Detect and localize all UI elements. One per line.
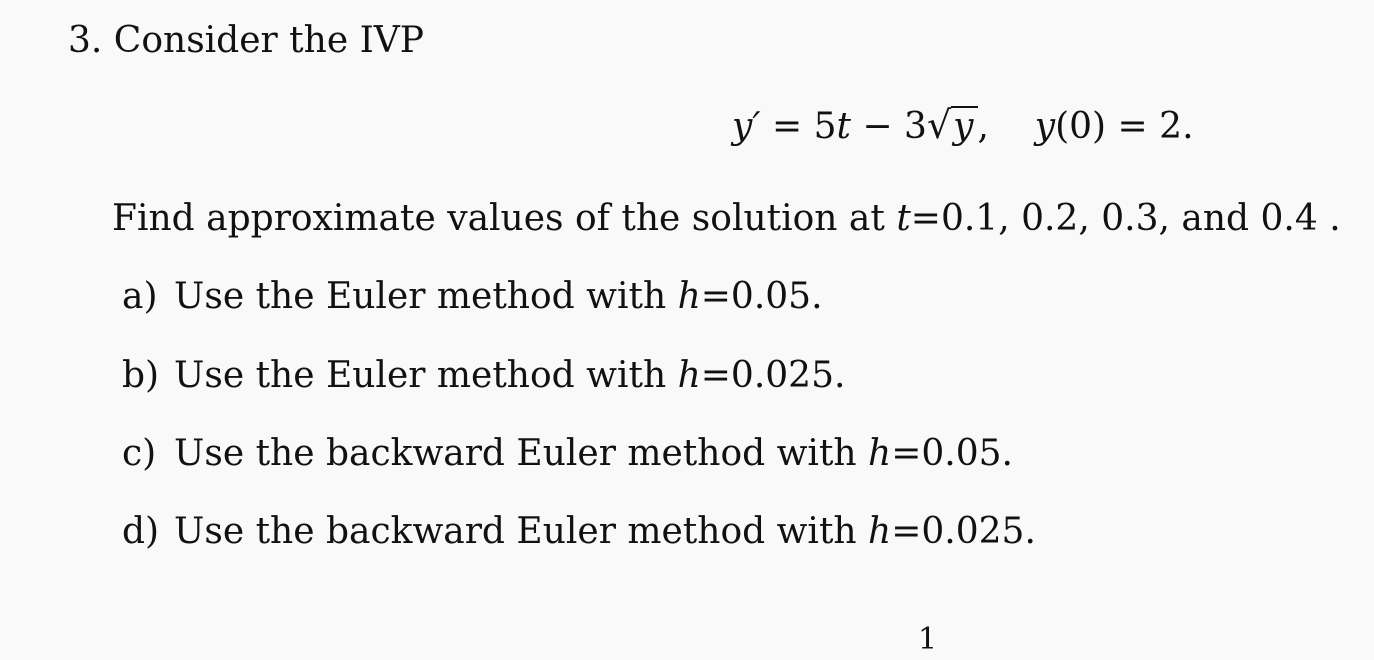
ivp-equation: [732, 96, 1194, 156]
part-value: =0.025.: [700, 355, 846, 396]
part-value: =0.025.: [891, 511, 1036, 552]
part-d: [122, 505, 1036, 559]
radical-sign: √: [926, 103, 952, 147]
prompt-text: Find approximate values of the solution at: [112, 198, 897, 239]
part-text: Use the Euler method with: [174, 276, 678, 317]
part-c: [122, 427, 1013, 481]
prompt-values: =0.1, 0.2, 0.3, and 0.4 .: [910, 198, 1341, 239]
prompt-variable: t: [896, 198, 911, 239]
problem-prompt: [112, 192, 1341, 246]
sqrt-symbol: [927, 96, 978, 156]
initial-condition-value: 2.: [1159, 106, 1194, 147]
equation-equals-1: =: [771, 106, 803, 147]
initial-condition-func: y: [1034, 106, 1056, 147]
equation-coef: 3: [904, 106, 927, 147]
part-text: Use the backward Euler method with: [174, 433, 869, 474]
equation-term1: 5: [813, 106, 837, 147]
part-label: d): [122, 511, 160, 552]
part-text: Use the Euler method with: [174, 355, 678, 396]
part-label: b): [122, 355, 160, 396]
part-value: =0.05.: [700, 276, 823, 317]
page-number: 1: [918, 622, 938, 657]
part-variable: h: [677, 355, 701, 396]
equation-lhs: y′: [732, 106, 761, 147]
part-text: Use the backward Euler method with: [174, 511, 869, 552]
part-b: [122, 349, 845, 403]
equation-radicand: y: [951, 106, 977, 146]
initial-condition-arg: (0): [1055, 106, 1107, 147]
equation-minus: −: [862, 106, 893, 147]
part-label: a): [122, 276, 158, 317]
problem-heading: 3. Consider the IVP: [68, 20, 425, 61]
part-a: [122, 270, 823, 324]
part-value: =0.05.: [891, 433, 1013, 474]
part-variable: h: [868, 433, 892, 474]
equation-comma: ,: [977, 106, 989, 147]
part-variable: h: [868, 511, 892, 552]
part-variable: h: [677, 276, 701, 317]
equation-equals-2: =: [1117, 106, 1148, 147]
part-label: c): [122, 433, 157, 474]
equation-t: t: [836, 106, 851, 147]
